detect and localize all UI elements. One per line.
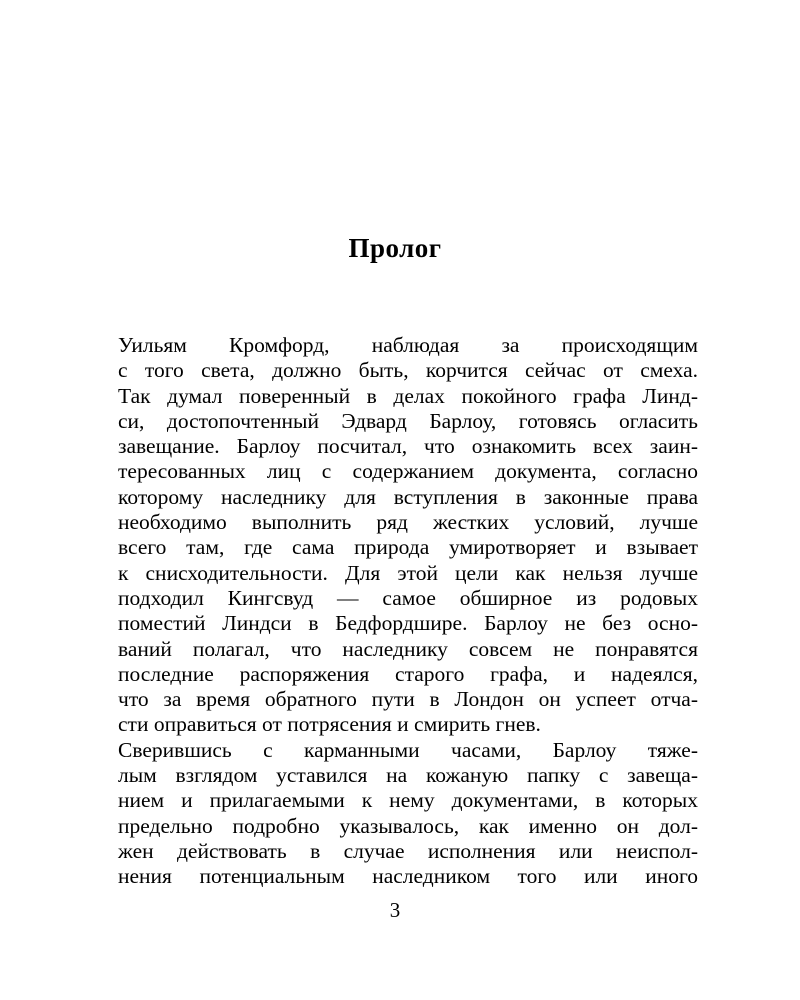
text-line: подходил Кингсвуд — самое обширное из родовых xyxy=(118,585,698,610)
text-line: поместий Линдси в Бедфордшире. Барлоу не без осно- xyxy=(118,611,698,636)
text-line: тересованных лиц с содержанием документа, согласно xyxy=(118,459,698,484)
text-line: Сверившись с карманными часами, Барлоу тяже- xyxy=(118,737,698,762)
text-line: предельно подробно указывалось, как именно он дол- xyxy=(118,813,698,838)
text-line: нения потенциальным наследником того или иного xyxy=(118,864,698,889)
text-line: лым взглядом уставился на кожаную папку с завеща- xyxy=(118,763,698,788)
text-line: с того света, должно быть, корчится сейчас от смеха. xyxy=(118,358,698,383)
text-line: Так думал поверенный в делах покойного графа Линд- xyxy=(118,383,698,408)
text-line: завещание. Барлоу посчитал, что ознакомить всех заин- xyxy=(118,434,698,459)
text-line: си, достопочтенный Эдвард Барлоу, готовясь огласить xyxy=(118,408,698,433)
text-line: которому наследнику для вступления в законные права xyxy=(118,484,698,509)
text-line: сти оправиться от потрясения и смирить гнев. xyxy=(118,712,541,737)
chapter-title: Пролог xyxy=(348,233,442,263)
text-line: необходимо выполнить ряд жестких условий, лучше xyxy=(118,510,698,535)
text-line: к снисходительности. Для этой цели как нельзя лучше xyxy=(118,560,698,585)
text-line: Уильям Кромфорд, наблюдая за происходящим xyxy=(118,333,698,357)
text-line: всего там, где сама природа умиротворяет и взывает xyxy=(118,535,698,560)
text-line: что за время обратного пути в Лондон он успеет отча- xyxy=(118,687,698,712)
chapter-body xyxy=(118,333,698,890)
text-line: жен действовать в случае исполнения или неиспол- xyxy=(118,838,698,863)
page-number: 3 xyxy=(389,898,401,922)
text-line: нием и прилагаемыми к нему документами, в которых xyxy=(118,788,698,813)
text-line: ваний полагал, что наследнику совсем не понравятся xyxy=(118,636,698,661)
text-line: последние распоряжения старого графа, и надеялся, xyxy=(118,661,698,686)
